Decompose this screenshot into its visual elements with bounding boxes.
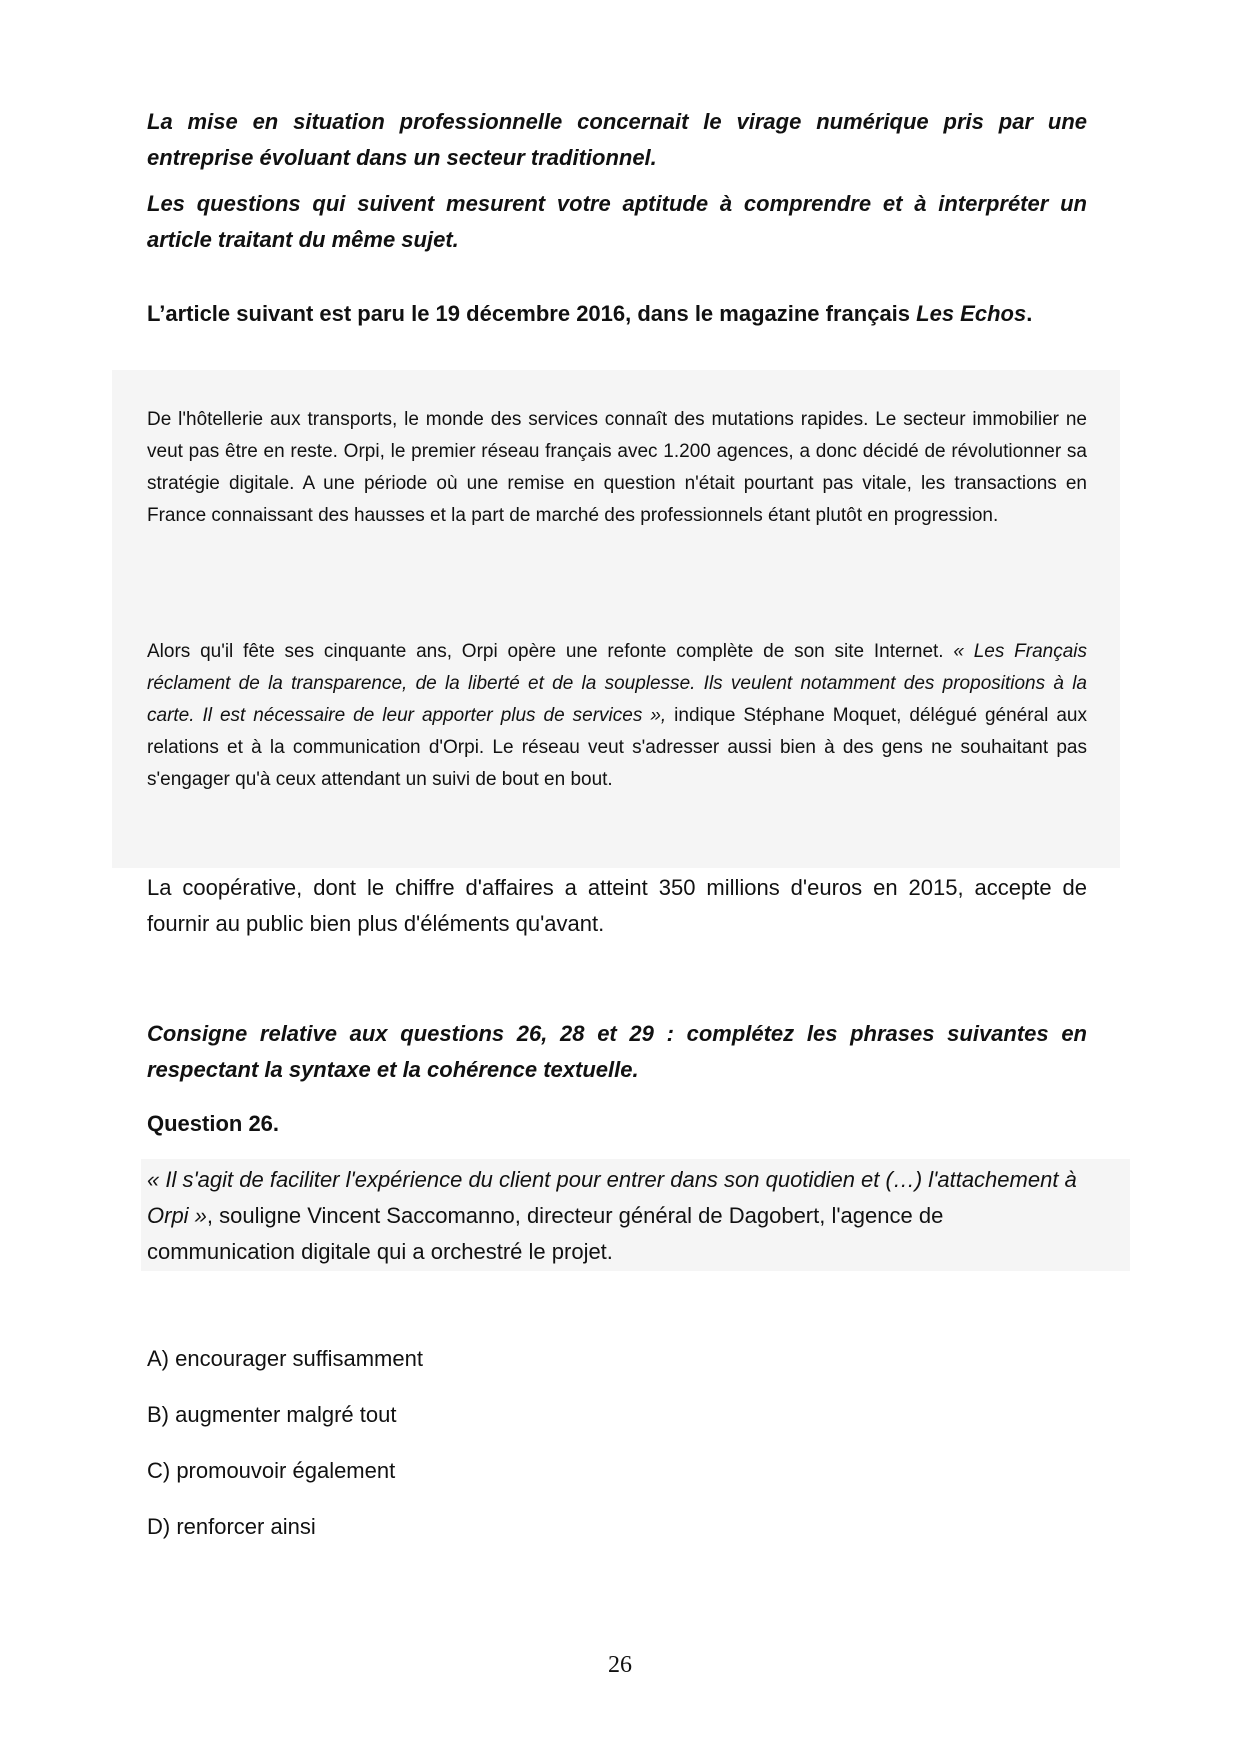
article-paragraph-2-end: indique Stéphane Moquet, délégué général aux relations et à la communication d'Orpi. Le réseau veut s'adresser aussi bien à des gens ne souhaitant pas s'engager qu'à ceux attendant un suivi de bout en bout. bbox=[147, 705, 1087, 790]
intro-paragraph-2: Les questions qui suivent mesurent votre aptitude à comprendre et à interpréter un article traitant du même sujet. bbox=[147, 191, 1087, 252]
article-source bbox=[147, 296, 1087, 332]
intro-paragraph-1: La mise en situation professionnelle concernait le virage numérique pris par une entreprise évoluant dans un secteur traditionnel. bbox=[147, 109, 1087, 170]
article-paragraph-2 bbox=[147, 636, 1087, 796]
article-paragraph-1: De l'hôtellerie aux transports, le monde des services connaît des mutations rapides. Le secteur immobilier ne veut pas être en reste. Orpi, le premier réseau français avec 1.200 agences, a donc décidé de révolutionner sa stratégie digitale. A une période où une remise en question n'était pourtant pas vitale, les transactions en France connaissant des hausses et la part de marché des professionnels étant plutôt en progression. bbox=[147, 409, 1087, 526]
source-prefix: L’article suivant est paru le 19 décembre 2016, dans le magazine français bbox=[147, 301, 917, 326]
option-c[interactable]: C) promouvoir également bbox=[147, 1458, 396, 1483]
question-quote: « Il s'agit de faciliter l'expérience du client pour entrer dans son quotidien et (…) l'attachement à Orpi » bbox=[147, 1167, 1077, 1228]
option-b[interactable]: B) augmenter malgré tout bbox=[147, 1402, 397, 1427]
question-quote-paragraph bbox=[147, 1162, 1077, 1270]
option-a[interactable]: A) encourager suffisamment bbox=[147, 1346, 423, 1371]
question-title: Question 26. bbox=[147, 1111, 280, 1136]
article-paragraph-3: La coopérative, dont le chiffre d'affaires a atteint 350 millions d'euros en 2015, accepte de fournir au public bien plus d'éléments qu'avant. bbox=[147, 875, 1087, 936]
option-d[interactable]: D) renforcer ainsi bbox=[147, 1514, 316, 1539]
article-paragraph-2-start: Alors qu'il fête ses cinquante ans, Orpi opère une refonte complète de son site Internet. bbox=[147, 641, 954, 662]
source-suffix: . bbox=[1026, 301, 1033, 326]
page-number: 26 bbox=[608, 1652, 632, 1678]
article-quote-moquet: « Les Français réclament de la transparence, de la liberté et de la souplesse. Ils veulent notamment des propositions à la carte. Il est nécessaire de leur apporter plus de services », bbox=[147, 641, 1087, 726]
source-magazine: Les Echos bbox=[916, 301, 1027, 326]
instruction: Consigne relative aux questions 26, 28 et 29 : complétez les phrases suivantes en respectant la syntaxe et la cohérence textuelle. bbox=[147, 1021, 1087, 1082]
question-quote-attribution: , souligne Vincent Saccomanno, directeur général de Dagobert, l'agence de communication digitale qui a orchestré le projet. bbox=[147, 1203, 944, 1264]
